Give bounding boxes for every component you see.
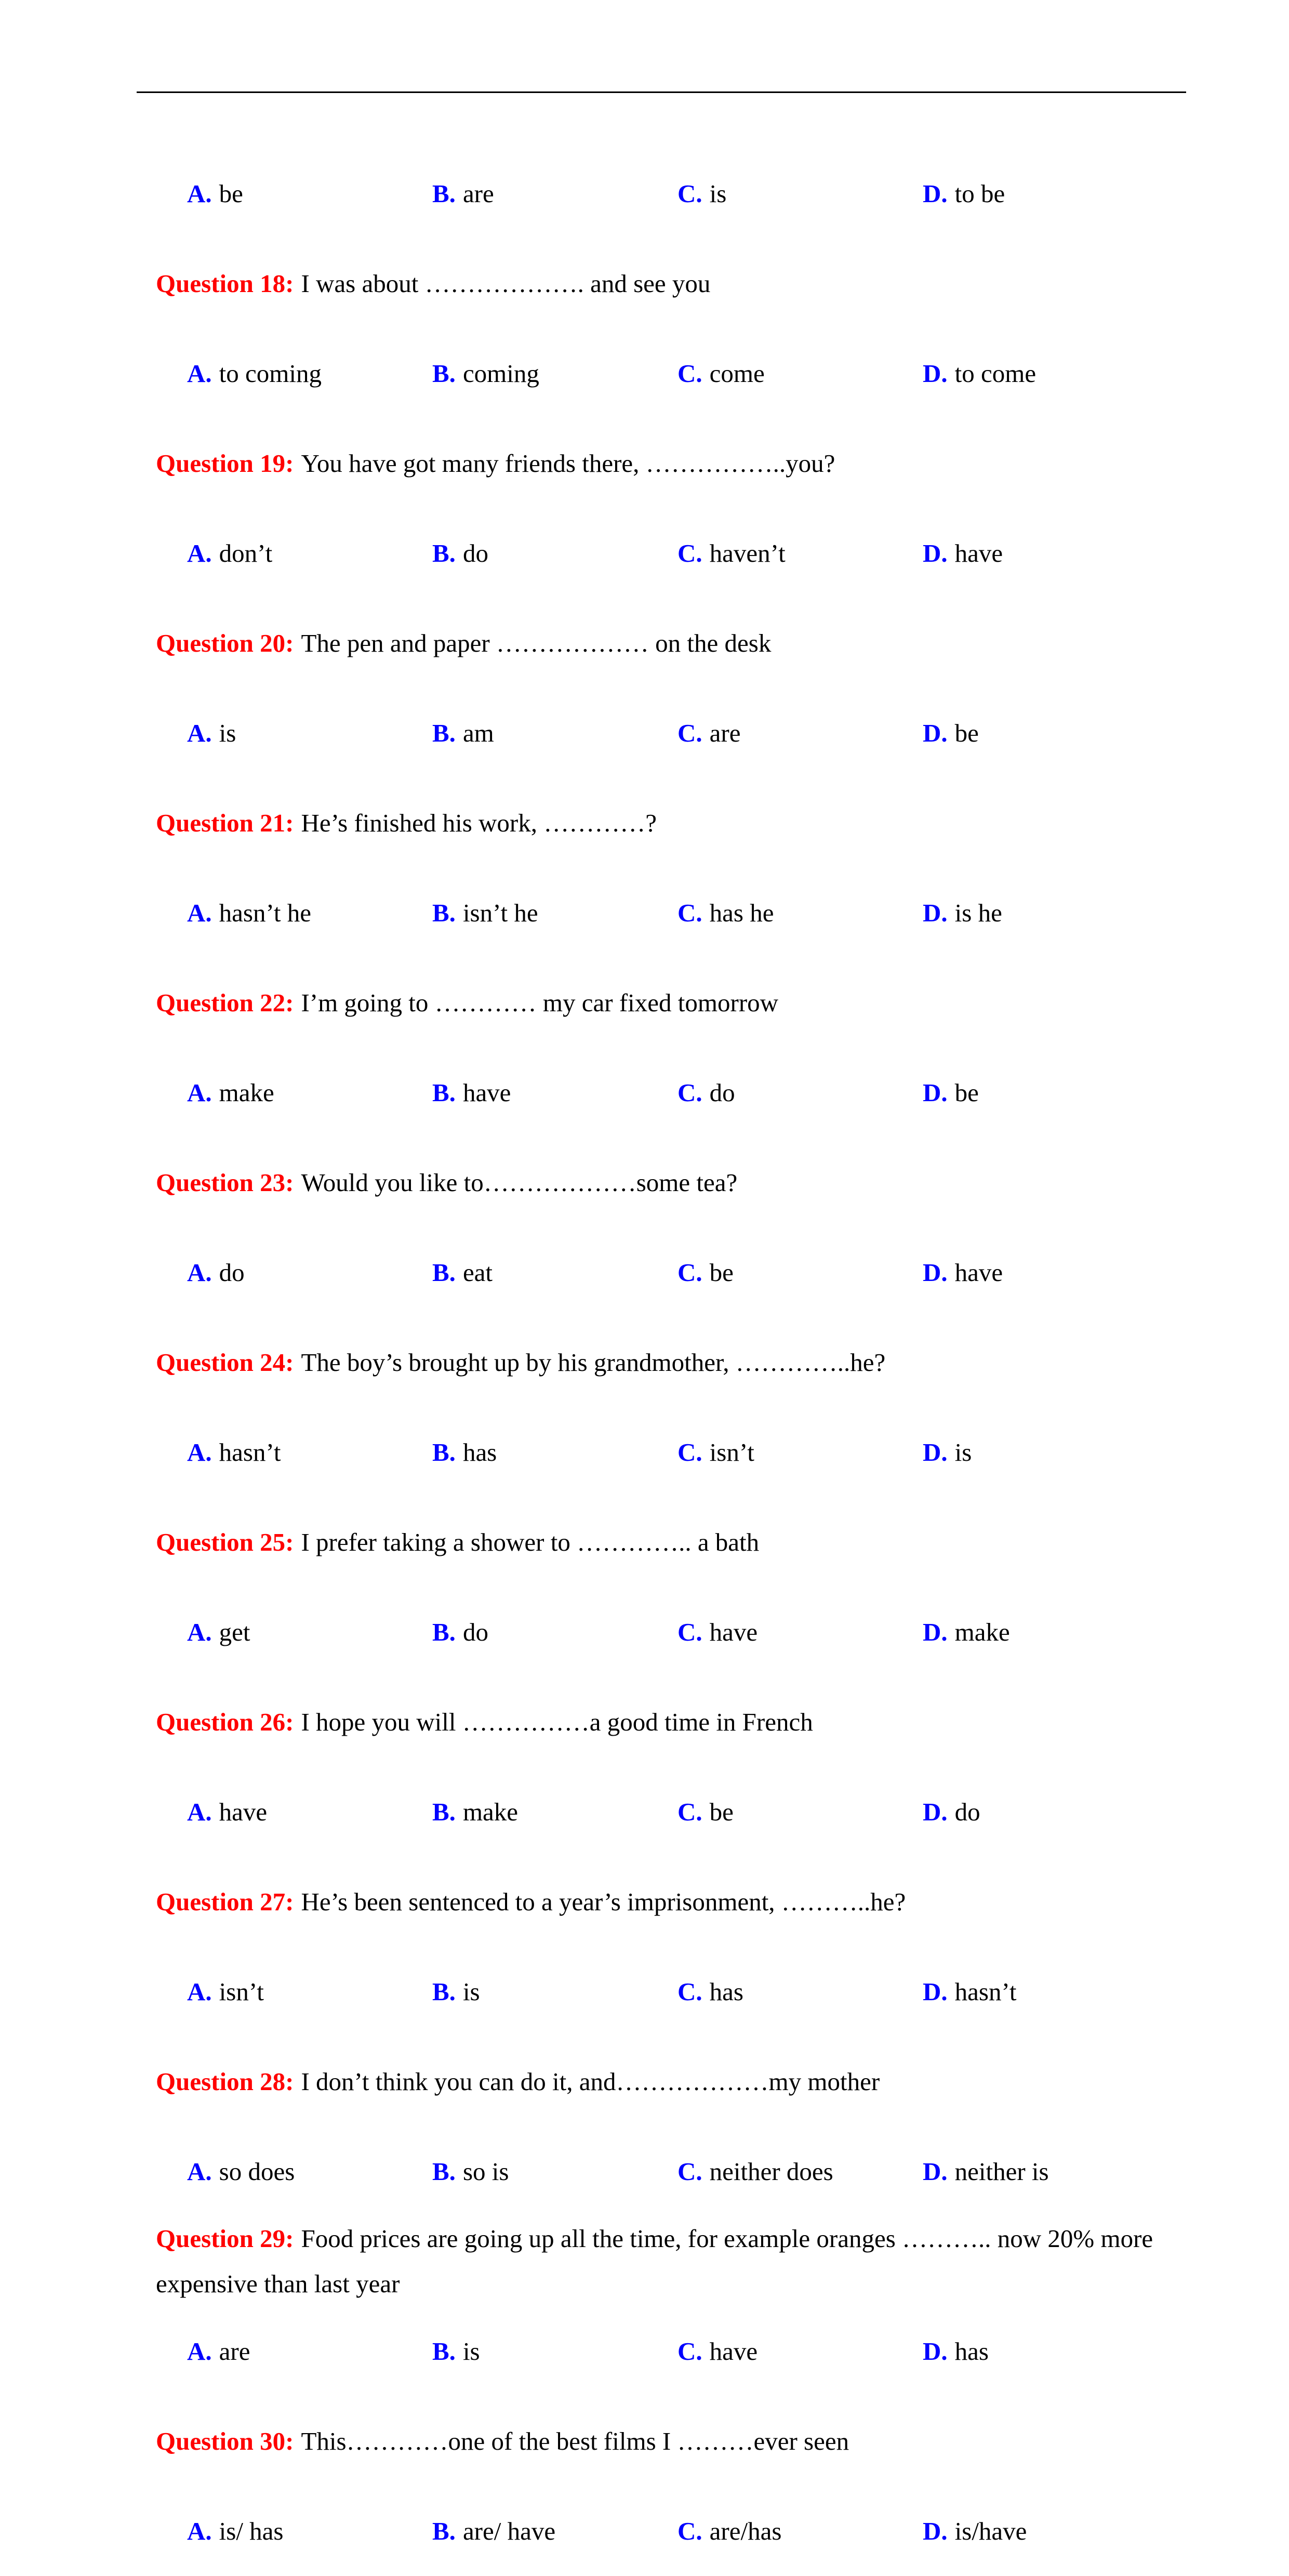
question-number: Question 30: (156, 2427, 294, 2455)
option-text: have (709, 1618, 758, 1646)
option-text: be (954, 719, 979, 747)
question-number: Question 28: (156, 2067, 294, 2096)
option-text: so is (462, 2157, 509, 2186)
option-text: do (954, 1798, 980, 1826)
option-text: is/have (954, 2517, 1027, 2545)
answer-option (677, 1078, 923, 1107)
option-text: is (462, 2337, 480, 2366)
question-number: Question 21: (156, 809, 294, 837)
option-text: be (709, 1258, 734, 1287)
answer-option (432, 2157, 677, 2186)
answer-options-row (156, 1767, 1169, 1857)
option-text: have (954, 1258, 1003, 1287)
option-letter: D. (923, 2337, 948, 2366)
option-letter: D. (923, 1438, 948, 1467)
option-letter: D. (923, 179, 948, 208)
answer-option (677, 2336, 923, 2366)
option-text: isn’t (709, 1438, 754, 1467)
answer-option (432, 1437, 677, 1467)
answer-options-row (156, 868, 1169, 958)
answer-option (187, 1617, 432, 1647)
option-text: has (954, 2337, 989, 2366)
option-letter: A. (187, 1618, 212, 1646)
question-line (156, 1497, 1169, 1587)
answer-option (187, 2336, 432, 2366)
answer-option (432, 718, 677, 748)
option-text: have (709, 2337, 758, 2366)
answer-option (677, 2157, 923, 2186)
option-letter: B. (432, 2517, 456, 2545)
option-letter: A. (187, 1798, 212, 1826)
answer-option (923, 718, 1168, 748)
answer-option (432, 179, 677, 208)
option-text: do (462, 1618, 488, 1646)
answer-option (432, 1977, 677, 2006)
option-text: has (709, 1977, 743, 2006)
answer-option (923, 2336, 1168, 2366)
answer-option (187, 179, 432, 208)
answer-option (677, 2516, 923, 2546)
question-number: Question 19: (156, 449, 294, 478)
option-letter: A. (187, 2517, 212, 2545)
question-line (156, 778, 1169, 868)
option-letter: B. (432, 539, 456, 567)
answer-option (187, 1797, 432, 1827)
option-text: hasn’t he (219, 899, 312, 927)
option-letter: A. (187, 1977, 212, 2006)
option-text: haven’t (709, 539, 786, 567)
answer-options-row (156, 1407, 1169, 1497)
option-text: be (219, 179, 243, 208)
answer-options-row (156, 688, 1169, 778)
option-letter: A. (187, 719, 212, 747)
answer-options-row (156, 1587, 1169, 1677)
option-letter: A. (187, 179, 212, 208)
question-line (156, 958, 1169, 1048)
question-number: Question 29: (156, 2224, 294, 2253)
question-number: Question 22: (156, 988, 294, 1017)
option-letter: C. (677, 2517, 702, 2545)
option-text: is (462, 1977, 480, 2006)
option-letter: A. (187, 1078, 212, 1107)
answer-option (187, 2157, 432, 2186)
option-letter: C. (677, 1078, 702, 1107)
option-text: to coming (219, 359, 322, 388)
option-text: is (709, 179, 727, 208)
answer-option (677, 1437, 923, 1467)
option-text: come (709, 359, 765, 388)
question-line (156, 2396, 1169, 2486)
answer-option (432, 359, 677, 388)
option-text: don’t (219, 539, 273, 567)
answer-options-row (156, 149, 1169, 239)
answer-option (677, 1258, 923, 1287)
option-letter: C. (677, 1618, 702, 1646)
answer-option (923, 1977, 1168, 2006)
option-text: to be (954, 179, 1005, 208)
answer-options-row (156, 2126, 1169, 2216)
answer-option (923, 1617, 1168, 1647)
option-letter: B. (432, 179, 456, 208)
option-letter: C. (677, 719, 702, 747)
option-text: have (954, 539, 1003, 567)
answer-options-row (156, 1227, 1169, 1317)
option-letter: C. (677, 1798, 702, 1826)
option-letter: B. (432, 1438, 456, 1467)
answer-option (923, 359, 1168, 388)
option-letter: C. (677, 2337, 702, 2366)
option-letter: D. (923, 1258, 948, 1287)
answer-option (187, 359, 432, 388)
answer-option (677, 1797, 923, 1827)
option-letter: D. (923, 1618, 948, 1646)
option-text: are (709, 719, 741, 747)
question-number: Question 23: (156, 1168, 294, 1197)
answer-option (677, 179, 923, 208)
option-text: do (462, 539, 488, 567)
option-text: are (462, 179, 494, 208)
question-number: Question 20: (156, 629, 294, 657)
option-text: isn’t he (462, 899, 538, 927)
answer-option (677, 359, 923, 388)
option-letter: D. (923, 1078, 948, 1107)
question-number: Question 26: (156, 1708, 294, 1736)
option-letter: A. (187, 539, 212, 567)
answer-option (187, 718, 432, 748)
answer-option (677, 538, 923, 568)
answer-option (432, 1797, 677, 1827)
option-letter: B. (432, 899, 456, 927)
question-text: I don’t think you can do it, and………………my mother (301, 2067, 880, 2096)
option-letter: B. (432, 359, 456, 388)
question-line (156, 1317, 1169, 1407)
option-text: are (219, 2337, 250, 2366)
answer-option (923, 1078, 1168, 1107)
answer-option (187, 1078, 432, 1107)
option-text: is (954, 1438, 972, 1467)
question-text: I’m going to ………… my car fixed tomorrow (301, 988, 779, 1017)
option-letter: B. (432, 2337, 456, 2366)
option-letter: B. (432, 1977, 456, 2006)
option-text: get (219, 1618, 250, 1646)
question-list (156, 149, 1169, 2576)
question-line (156, 1857, 1169, 1947)
question-text: Food prices are going up all the time, for example oranges ……….. now 20% more expensive than last year (156, 2224, 1153, 2298)
option-letter: B. (432, 719, 456, 747)
option-text: coming (462, 359, 539, 388)
answer-option (432, 2336, 677, 2366)
option-text: isn’t (219, 1977, 264, 2006)
option-letter: A. (187, 2337, 212, 2366)
option-letter: A. (187, 359, 212, 388)
option-text: be (709, 1798, 734, 1826)
question-text: You have got many friends there, ……………..you? (301, 449, 835, 478)
option-letter: C. (677, 1438, 702, 1467)
option-letter: C. (677, 539, 702, 567)
answer-option (677, 1617, 923, 1647)
option-text: is/ has (219, 2517, 284, 2545)
option-letter: B. (432, 1618, 456, 1646)
option-text: make (462, 1798, 519, 1826)
option-text: are/ have (462, 2517, 556, 2545)
option-letter: D. (923, 2517, 948, 2545)
option-letter: D. (923, 899, 948, 927)
question-line (156, 1138, 1169, 1227)
answer-option (677, 718, 923, 748)
option-text: do (219, 1258, 245, 1287)
answer-option (923, 538, 1168, 568)
question-text: Would you like to………………some tea? (301, 1168, 738, 1197)
question-line (156, 598, 1169, 688)
answer-option (432, 1617, 677, 1647)
answer-option (923, 1797, 1168, 1827)
option-letter: C. (677, 1258, 702, 1287)
option-text: so does (219, 2157, 295, 2186)
answer-option (923, 2157, 1168, 2186)
option-letter: A. (187, 899, 212, 927)
option-text: to come (954, 359, 1036, 388)
option-letter: B. (432, 1078, 456, 1107)
option-text: hasn’t (954, 1977, 1017, 2006)
answer-option (187, 538, 432, 568)
question-text: The pen and paper ……………… on the desk (301, 629, 772, 657)
option-letter: D. (923, 719, 948, 747)
option-letter: C. (677, 899, 702, 927)
question-number: Question 18: (156, 269, 294, 298)
question-line (156, 418, 1169, 508)
question-text: I was about ………………. and see you (301, 269, 711, 298)
answer-option (187, 1977, 432, 2006)
option-letter: A. (187, 2157, 212, 2186)
option-letter: A. (187, 1258, 212, 1287)
option-letter: B. (432, 2157, 456, 2186)
option-text: is he (954, 899, 1002, 927)
answer-options-row (156, 2486, 1169, 2576)
option-text: be (954, 1078, 979, 1107)
answer-option (923, 179, 1168, 208)
option-letter: C. (677, 359, 702, 388)
option-text: is (219, 719, 236, 747)
answer-option (187, 898, 432, 928)
question-line (156, 1677, 1169, 1767)
option-text: have (219, 1798, 268, 1826)
question-text: The boy’s brought up by his grandmother, …………..he? (301, 1348, 886, 1377)
option-letter: B. (432, 1798, 456, 1826)
header-rule (137, 91, 1186, 93)
answer-option (432, 538, 677, 568)
question-text: This…………one of the best films I ………ever seen (301, 2427, 849, 2455)
answer-option (923, 1437, 1168, 1467)
question-text: He’s been sentenced to a year’s imprisonment, ………..he? (301, 1887, 906, 1916)
option-letter: C. (677, 179, 702, 208)
option-text: hasn’t (219, 1438, 281, 1467)
answer-option (923, 2516, 1168, 2546)
question-number: Question 24: (156, 1348, 294, 1377)
answer-option (187, 1437, 432, 1467)
option-letter: C. (677, 2157, 702, 2186)
answer-option (677, 898, 923, 928)
option-text: eat (462, 1258, 493, 1287)
option-text: am (462, 719, 494, 747)
question-line (156, 2037, 1169, 2126)
answer-options-row (156, 2306, 1169, 2396)
answer-option (923, 898, 1168, 928)
option-letter: D. (923, 2157, 948, 2186)
option-text: make (954, 1618, 1010, 1646)
answer-option (923, 1258, 1168, 1287)
answer-option (187, 1258, 432, 1287)
option-letter: B. (432, 1258, 456, 1287)
option-text: do (709, 1078, 735, 1107)
option-text: neither does (709, 2157, 833, 2186)
answer-option (432, 898, 677, 928)
question-number: Question 27: (156, 1887, 294, 1916)
answer-option (432, 1078, 677, 1107)
answer-options-row (156, 1947, 1169, 2037)
option-text: are/has (709, 2517, 782, 2545)
option-text: make (219, 1078, 274, 1107)
option-text: neither is (954, 2157, 1049, 2186)
question-text: I hope you will ……………a good time in French (301, 1708, 813, 1736)
option-letter: C. (677, 1977, 702, 2006)
question-text: He’s finished his work, …………? (301, 809, 657, 837)
option-text: have (462, 1078, 511, 1107)
answer-option (187, 2516, 432, 2546)
answer-options-row (156, 1048, 1169, 1138)
question-line (156, 2216, 1169, 2306)
option-text: has (462, 1438, 497, 1467)
answer-option (432, 1258, 677, 1287)
answer-option (432, 2516, 677, 2546)
option-letter: D. (923, 539, 948, 567)
option-letter: D. (923, 1798, 948, 1826)
option-letter: D. (923, 1977, 948, 2006)
answer-option (677, 1977, 923, 2006)
option-text: has he (709, 899, 774, 927)
option-letter: D. (923, 359, 948, 388)
question-text: I prefer taking a shower to ………….. a bath (301, 1528, 760, 1556)
answer-options-row (156, 328, 1169, 418)
option-letter: A. (187, 1438, 212, 1467)
question-line (156, 239, 1169, 328)
question-number: Question 25: (156, 1528, 294, 1556)
answer-options-row (156, 508, 1169, 598)
